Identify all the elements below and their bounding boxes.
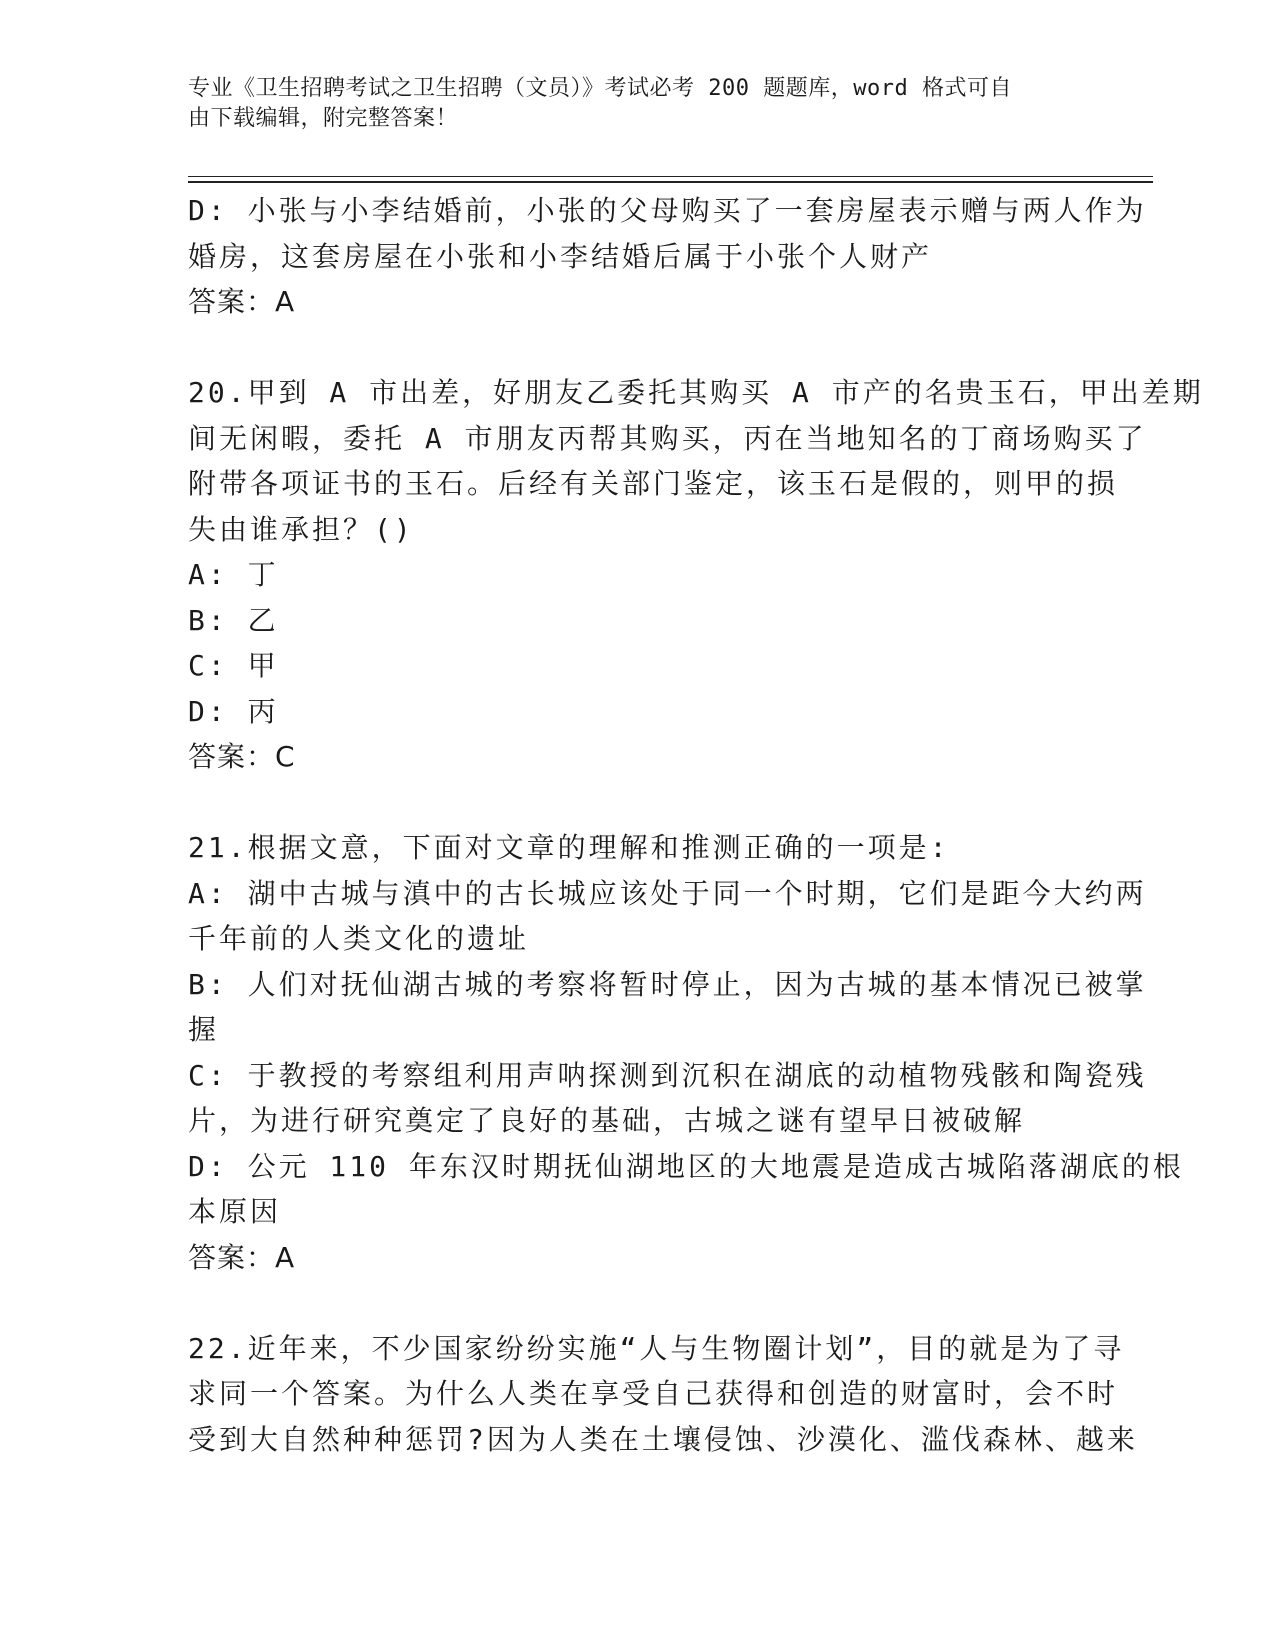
question-text: 求同一个答案。为什么人类在享受自己获得和创造的财富时，会不时 [188,1377,1119,1410]
option-a: A: 湖中古城与滇中的古长城应该处于同一个时期，它们是距今大约两 [188,876,1147,910]
spacer [188,325,1088,371]
answer: 答案：A [188,1240,296,1274]
question-21 [188,825,1184,1280]
document-body [188,188,1204,1462]
option-a: 千年前的人类文化的遗址 [188,922,530,955]
question-19-tail [188,188,1147,325]
option-d: 本原因 [188,1195,282,1228]
option-d: D: 小张与小李结婚前，小张的父母购买了一套房屋表示赠与两人作为 [188,194,1147,227]
question-text: 间无闲暇，委托 A 市朋友丙帮其购买，丙在当地知名的丁商场购买了 [188,421,1147,455]
header-line: 由下载编辑，附完整答案！ [188,106,459,131]
answer: 答案：A [188,285,296,318]
option-d: D: 公元 110 年东汉时期抚仙湖地区的大地震是造成古城陷落湖底的根 [188,1149,1184,1183]
question-text: 22.近年来，不少国家纷纷实施“人与生物圈计划”，目的就是为了寻 [188,1331,1125,1365]
option-d: D: 丙 [188,694,279,728]
spacer [188,780,1088,826]
question-text: 20.甲到 A 市出差，好朋友乙委托其购买 A 市产的名贵玉石，甲出差期 [188,376,1204,409]
option-c: 片，为进行研究奠定了良好的基础，古城之谜有望早日被破解 [188,1104,1026,1137]
option-b: 握 [188,1013,220,1046]
answer: 答案：C [188,740,296,773]
question-22 [188,1326,1138,1463]
option-c: C: 于教授的考察组利用声呐探测到沉积在湖底的动植物残骸和陶瓷残 [188,1058,1147,1092]
option-c: C: 甲 [188,649,279,682]
header-line: 专业《卫生招聘考试之卫生招聘（文员）》考试必考 200 题题库，word 格式可自 [188,76,1012,101]
question-text: 附带各项证书的玉石。后经有关部门鉴定，该玉石是假的，则甲的损 [188,467,1119,500]
option-a: A: 丁 [188,558,279,591]
question-20 [188,370,1204,780]
option-d: 婚房，这套房屋在小张和小李结婚后属于小张个人财产 [188,239,933,273]
header-divider-thin [188,176,1153,177]
header-divider-thick [188,181,1153,183]
question-text: 21.根据文意，下面对文章的理解和推测正确的一项是: [188,831,950,864]
document-header [188,74,1068,134]
question-text: 受到大自然种种惩罚?因为人类在土壤侵蚀、沙漠化、滥伐森林、越来 [188,1422,1138,1456]
option-b: B: 乙 [188,603,279,637]
spacer [188,1280,1088,1326]
question-text: 失由谁承担？() [188,512,414,546]
option-b: B: 人们对抚仙湖古城的考察将暂时停止，因为古城的基本情况已被掌 [188,967,1147,1001]
